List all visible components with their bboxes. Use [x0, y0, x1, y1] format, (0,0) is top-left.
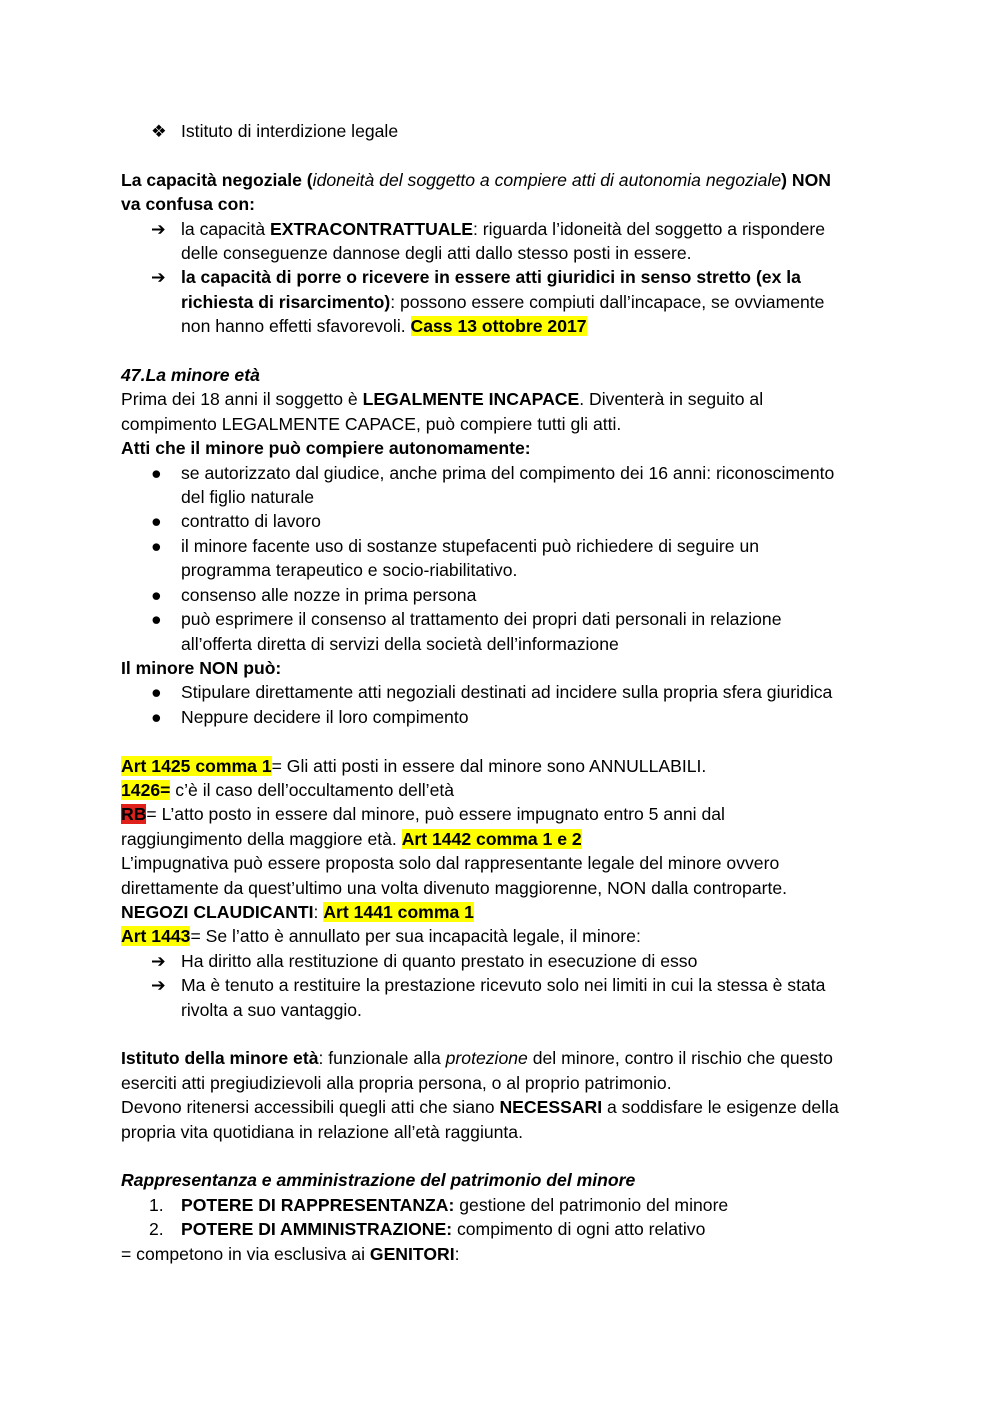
arrow-item-extracontrattuale: ➔ la capacità EXTRACONTRATTUALE: riguarda l’idoneità del soggetto a rispondere delle conseguenze dannose degli atti dallo stesso posti in essere.: [151, 218, 826, 264]
highlight-art-1442: Art 1442 comma 1 e 2: [401, 828, 582, 849]
list-item: ● contratto di lavoro: [121, 509, 881, 533]
arrow-item-restituzione: ➔ Ha diritto alla restituzione di quanto prestato in esecuzione di esso: [121, 949, 881, 973]
arrow-item-atti-giuridici: ➔ la capacità di porre o ricevere in essere atti giuridici in senso stretto (ex la richiesta di risarcimento): possono essere compiuti dall’incapace, se ovviamente non hanno effetti sfavorevoli. Cass 13 ottobre 2017: [151, 267, 825, 337]
highlight-art-1443: Art 1443: [121, 926, 191, 947]
bullet-icon: ●: [151, 511, 162, 532]
list-item: ● Stipulare direttamente atti negoziali destinati ad incidere sulla propria sfera giuridica: [121, 680, 881, 704]
document-content: ❖ Istituto di interdizione legale La capacità negoziale (idoneità del soggetto a compiere atti di autonomia negoziale) NON va confusa con: ➔ la capacità EXTRACONTRATTUALE: riguarda l’idoneità del soggetto a rispondere delle conseguenze dannose degli atti dallo stesso posti in essere. ➔ la capacità di porre o ricevere in essere atti giuridici in senso stretto (ex la richiesta di risarcimento): possono essere compiuti dall’incapace, se ovviamente non hanno effetti sfavorevoli. Cass 13 ottobre 2017 47.La minore età Prima dei 18 anni il soggetto è LEGALMENTE INCAPACE. Diventerà in seguito al compimento LEGALMENTE CAPACE, può compiere tutti gli atti. Atti che il minore può compiere autonomamente: ● se autorizzato dal giudice, anche prima del compimento dei 16 anni: riconoscimento del figlio naturale ● contratto di lavoro ● il minore facente uso di sostanze stupefacenti può richiedere di seguire un programma terapeutico e socio-riabilitativo. ● consenso alle nozze in prima persona ● può esprimere il consenso al trattamento dei propri dati personali in relazione all’offerta diretta di servizi della società dell’informazione Il minore NON può: ● Stipulare direttamente atti negoziali destinati ad incidere sulla propria sfera giuridica ● Neppure decidere il loro compimento Art 1425 comma 1= Gli atti posti in essere dal minore sono ANNULLABILI. 1426= c’è il caso dell’occultamento dell’età RB= L’atto posto in essere dal minore, può essere impugnato entro 5 anni dal raggiungimento della maggiore età. Art 1442 comma 1 e 2 L’impugnativa può essere proposta solo dal rappresentante legale del minore ovvero direttamente da quest’ultimo una volta divenuto maggiorenne, NON dalla controparte. NEGOZI CLAUDICANTI: Art 1441 comma 1 Art 1443= Se l’atto è annullato per sua incapacità legale, il minore: ➔ Ha diritto alla restituzione di quanto prestato in esecuzione di esso ➔ Ma è tenuto a restituire la prestazione ricevuto solo nei limiti in cui la stessa è stata rivolta a suo vantaggio. Istituto della minore età: funzionale alla protezione del minore, contro il rischio che questo eserciti atti pregiudizievoli alla propria persona, o al proprio patrimonio. Devono ritenersi accessibili quegli atti che siano NECESSARI a soddisfare le esigenze della propria vita quotidiana in relazione all’età raggiunta. Rappresentanza e amministrazione del patrimonio del minore 1. POTERE DI RAPPRESENTANZA: gestione del patrimonio del minore 2. POTERE DI AMMINISTRAZIONE: compimento di ogni atto relativo = competono in via esclusiva ai GENITORI:: [121, 119, 881, 1266]
arrow-bullet-icon: ➔: [151, 267, 166, 288]
bullet-icon: ●: [151, 462, 162, 483]
negozi-claudicanti-line: NEGOZI CLAUDICANTI: Art 1441 comma 1: [121, 901, 474, 922]
atti-heading: Atti che il minore può compiere autonomamente:: [121, 438, 531, 459]
arrow-bullet-icon: ➔: [151, 975, 166, 996]
minore-paragraph: Prima dei 18 anni il soggetto è LEGALMENTE INCAPACE. Diventerà in seguito al compimento LEGALMENTE CAPACE, può compiere tutti gli atti.: [121, 389, 764, 434]
diamond-bullet-icon: ❖: [151, 121, 167, 141]
impugnativa-paragraph: L’impugnativa può essere proposta solo dal rappresentante legale del minore ovvero direttamente da quest’ultimo una volta divenuto maggiorenne, NON dalla controparte.: [121, 853, 788, 898]
arrow-item-prestazione: ➔ Ma è tenuto a restituire la prestazione ricevuto solo nei limiti in cui la stessa è stata rivolta a suo vantaggio.: [151, 975, 826, 1020]
highlight-art-1426: 1426=: [121, 779, 171, 800]
highlight-art-1441: Art 1441 comma 1: [323, 901, 474, 922]
istituto-paragraph: Istituto della minore età: funzionale alla protezione del minore, contro il rischio che questo eserciti atti pregiudizievoli alla propria persona, o al proprio patrimonio.: [121, 1048, 833, 1093]
art-1443-line: Art 1443= Se l’atto è annullato per sua incapacità legale, il minore:: [121, 926, 641, 947]
necessari-paragraph: Devono ritenersi accessibili quegli atti che siano NECESSARI a soddisfare le esigenze della propria vita quotidiana in relazione all’età raggiunta.: [121, 1097, 839, 1142]
numbered-item: 2. POTERE DI AMMINISTRAZIONE: compimento di ogni atto relativo: [149, 1219, 706, 1240]
list-item: ● Neppure decidere il loro compimento: [121, 705, 881, 729]
non-puo-list: [121, 680, 881, 729]
rb-paragraph: RB= L’atto posto in essere dal minore, può essere impugnato entro 5 anni dal raggiungimento della maggiore età. Art 1442 comma 1 e 2: [121, 804, 725, 849]
bullet-icon: ●: [151, 682, 162, 703]
arrow-bullet-icon: ➔: [151, 218, 166, 239]
highlight-art-1425: Art 1425 comma 1: [121, 755, 272, 776]
list-item: ● consenso alle nozze in prima persona: [121, 583, 881, 607]
highlight-rb: RB: [121, 804, 147, 825]
numbered-item: 1. POTERE DI RAPPRESENTANZA: gestione del patrimonio del minore: [149, 1194, 729, 1215]
arrow-bullet-icon: ➔: [151, 950, 166, 971]
highlight-cass: Cass 13 ottobre 2017: [410, 316, 587, 337]
bullet-icon: ●: [151, 535, 162, 556]
list-item: ● se autorizzato dal giudice, anche prima del compimento dei 16 anni: riconoscimento del figlio naturale: [151, 462, 835, 508]
list-item: ● può esprimere il consenso al trattamento dei propri dati personali in relazione all’offerta diretta di servizi della società dell’informazione: [151, 609, 782, 654]
art-1425-line: Art 1425 comma 1= Gli atti posti in essere dal minore sono ANNULLABILI.: [121, 755, 707, 776]
art-1426-line: 1426= c’è il caso dell’occultamento dell’età: [121, 779, 455, 800]
bullet-icon: ●: [151, 706, 162, 727]
non-puo-heading: Il minore NON può:: [121, 657, 282, 678]
bullet-icon: ●: [151, 609, 162, 630]
list-item: ● il minore facente uso di sostanze stupefacenti può richiedere di seguire un programma terapeutico e socio-riabilitativo.: [151, 535, 760, 581]
section-heading-minore-eta: 47.La minore età: [121, 365, 260, 386]
bullet-icon: ●: [151, 584, 162, 605]
atti-list: [121, 461, 881, 656]
genitori-line: = competono in via esclusiva ai GENITORI:: [121, 1243, 460, 1264]
capacita-intro: La capacità negoziale (idoneità del soggetto a compiere atti di autonomia negoziale) NON: [121, 169, 832, 190]
interdizione-item: ❖ Istituto di interdizione legale: [121, 119, 881, 143]
section-heading-rappresentanza: Rappresentanza e amministrazione del patrimonio del minore: [121, 1170, 636, 1191]
